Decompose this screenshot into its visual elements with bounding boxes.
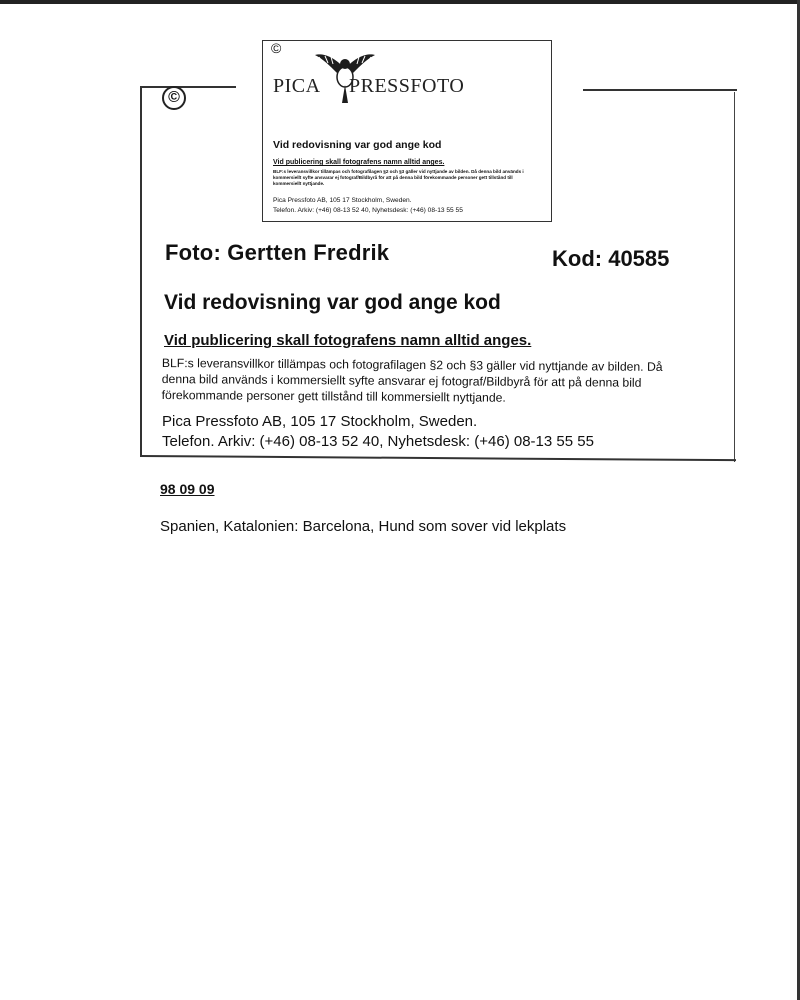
stamp-phone: Telefon. Arkiv: (+46) 08-13 52 40, Nyhetsdesk: (+46) 08-13 55 55 (273, 207, 463, 214)
box-border-top-right (583, 89, 737, 91)
stamp-heading: Vid redovisning var god ange kod (164, 291, 501, 314)
stamp-terms-large: BLF:s leveransvillkor tillämpas och fotografilagen §2 och §3 gäller vid nyttjande av bilden. Då denna bild används i kommersiellt syfte ansvarar ej fotograf/Bildbyrå för att på denna bild förekommande personer gett tillstånd till kommersiellt nyttjande. (161, 355, 663, 405)
photographer-credit: Foto: Gertten Fredrik (165, 240, 390, 265)
stamp-notice: Vid publicering skall fotografens namn alltid anges. (273, 159, 445, 166)
photo-date: 98 09 09 (160, 481, 215, 497)
stamp-phone-large: Telefon. Arkiv: (+46) 08-13 52 40, Nyhetsdesk: (+46) 08-13 55 55 (162, 433, 594, 450)
box-border-top-left (140, 86, 236, 88)
box-border-left (140, 86, 142, 456)
photo-caption: Spanien, Katalonien: Barcelona, Hund som sover vid lekplats (160, 518, 567, 535)
stamp-address: Pica Pressfoto AB, 105 17 Stockholm, Sweden. (273, 197, 412, 204)
stamp-address-large: Pica Pressfoto AB, 105 17 Stockholm, Sweden. (162, 413, 478, 430)
stamp-title: Vid redovisning var god ange kod (273, 139, 442, 151)
photo-code: Kod: 40585 (552, 246, 670, 271)
logo-text-left: PICA (273, 75, 321, 97)
agency-stamp-large (140, 86, 736, 465)
logo-text-right: PRESSFOTO (349, 75, 465, 97)
box-border-right (734, 92, 735, 462)
scan-edge-top (0, 0, 800, 4)
stamp-notice-large: Vid publicering skall fotografens namn alltid anges. (164, 332, 532, 349)
stamp-terms: BLF:s leveransvillkor tillämpas och fotografilagen §2 och §3 gäller vid nyttjande av bilden. Då denna bild används i kommersiellt syfte ansvarar ej fotograf/Bildbyrå för att på denna bild förekommande personer gett tillstånd till kommersiellt nyttjande. (273, 169, 524, 186)
copyright-symbol-large: © (162, 86, 186, 110)
box-border-bottom (140, 455, 736, 461)
copyright-symbol: © (271, 40, 282, 56)
